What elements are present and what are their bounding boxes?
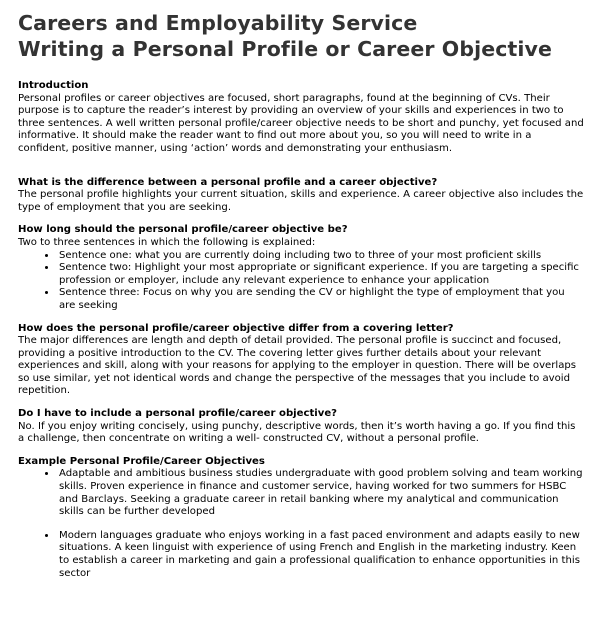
bullet-list bbox=[18, 250, 584, 313]
section-intro: Two to three sentences in which the following is explained: bbox=[18, 236, 316, 248]
section-include bbox=[18, 408, 584, 446]
section-heading: How long should the personal profile/career objective be? bbox=[18, 224, 348, 236]
section-heading: Do I have to include a personal profile/career objective? bbox=[18, 408, 338, 420]
section-heading: Example Personal Profile/Career Objectives bbox=[18, 455, 265, 467]
section-heading: Introduction bbox=[18, 80, 89, 91]
section-length bbox=[18, 224, 584, 312]
title-line-2: Writing a Personal Profile or Career Objective bbox=[18, 37, 552, 61]
list-item: • Sentence two: Highlight your most appropriate or significant experience. If you are targeting a specific profession or employer, include any relevant experience to enhance your application bbox=[57, 262, 584, 287]
title-line-1: Careers and Employability Service bbox=[18, 11, 418, 35]
section-examples bbox=[18, 456, 584, 580]
section-body: The personal profile highlights your current situation, skills and experience. A career objective also includes the type of employment that you are seeking. bbox=[18, 189, 584, 213]
section-heading: What is the difference between a personal profile and a career objective? bbox=[18, 176, 438, 188]
section-introduction bbox=[18, 80, 584, 156]
section-body: Personal profiles or career objectives are focused, short paragraphs, found at the beginning of CVs. Their purpose is to capture the reader’s interest by providing an overview of your skills and experiences in two to three sentences. A well written personal profile/career objective needs to be short and punchy, yet focused and informative. It should make the reader want to find out more about you, so you will need to write in a confident, positive manner, using ‘action’ words and demonstrating your enthusiasm. bbox=[18, 92, 584, 154]
list-item: • Adaptable and ambitious business studies undergraduate with good problem solving and team working skills. Proven experience in finance and customer service, having worked for two summers for HSBC and Barclays. Seeking a graduate career in retail banking where my analytical and communication skills can be further developed bbox=[57, 468, 584, 518]
section-body: The major differences are length and depth of detail provided. The personal profile is succinct and focused, providing a positive introduction to the CV. The covering letter gives further details about your relevant experiences and skill, along with your reasons for applying to the employer in question. There will be overlaps so use similar, yet not identical words and change the perspective of the messages that you include to avoid repetition. bbox=[18, 335, 577, 397]
list-item: • Sentence three: Focus on why you are sending the CV or highlight the type of employment that you are seeking bbox=[57, 287, 584, 312]
section-heading: How does the personal profile/career objective differ from a covering letter? bbox=[18, 322, 454, 334]
section-body: No. If you enjoy writing concisely, using punchy, descriptive words, then it’s worth having a go. If you find this a challenge, then concentrate on writing a well- constructed CV, without a personal profile. bbox=[18, 420, 576, 445]
section-difference bbox=[18, 177, 584, 215]
page-title bbox=[18, 10, 584, 62]
bullet-list bbox=[18, 530, 584, 580]
list-item: • Modern languages graduate who enjoys working in a fast paced environment and adapts easily to new situations. A keen linguist with experience of using French and English in the marketing industry. Keen to establish a career in marketing and gain a professional qualification to enhance opportunities in this sector bbox=[57, 530, 584, 580]
bullet-list bbox=[18, 468, 584, 518]
list-item: • Sentence one: what you are currently doing including two to three of your most proficient skills bbox=[57, 250, 584, 263]
section-covering-letter bbox=[18, 323, 584, 399]
